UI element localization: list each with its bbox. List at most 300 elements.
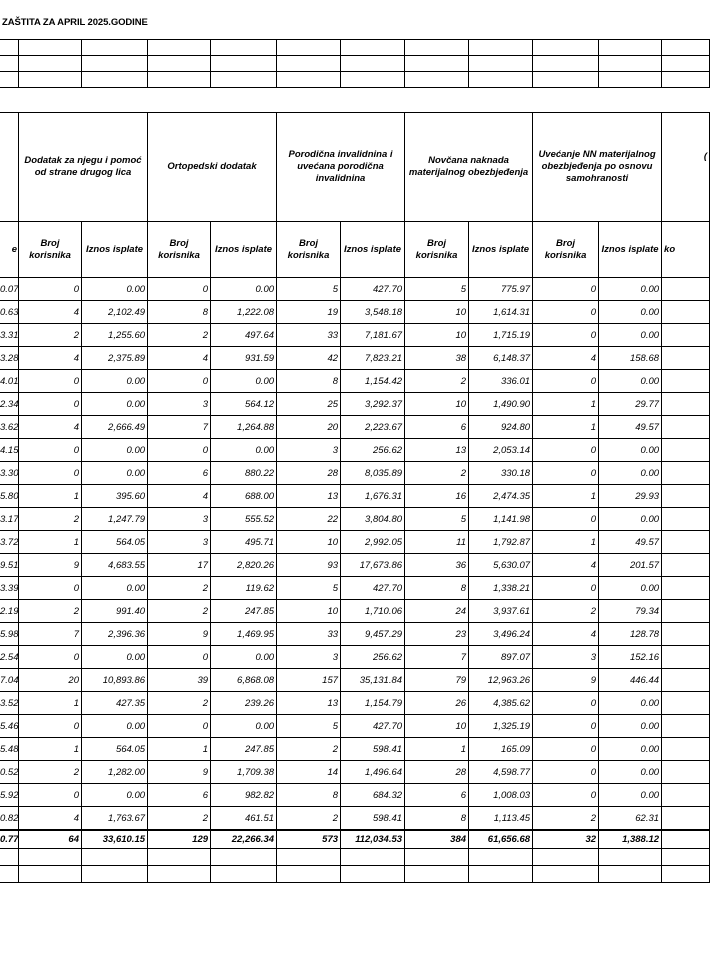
amount-cell: 0.00 [599,462,662,485]
amount-cell: 256.62 [341,646,405,669]
partial-value-cell: 0.82 [0,807,19,831]
partial-value-cell: 2.34 [0,393,19,416]
benefits-table [0,112,710,883]
blank-row [0,866,710,883]
count-cell: 0 [19,577,82,600]
count-cell: 6 [148,462,211,485]
amount-cell: 1,325.19 [469,715,533,738]
amount-cell: 7,823.21 [341,347,405,370]
amount-cell: 564.05 [82,738,148,761]
subheader-count: Broj korisnika [277,222,341,278]
amount-cell: 1,676.31 [341,485,405,508]
cut-off-cell [662,485,710,508]
blank-cell [19,866,82,883]
blank-cell [662,40,710,56]
amount-cell: 427.35 [82,692,148,715]
amount-cell: 991.40 [82,600,148,623]
blank-cell [405,40,469,56]
count-cell: 384 [405,830,469,849]
count-cell: 0 [19,462,82,485]
count-cell: 0 [19,278,82,301]
count-cell: 0 [533,508,599,531]
count-cell: 22 [277,508,341,531]
partial-value-cell: 3.62 [0,416,19,439]
count-cell: 6 [148,784,211,807]
blank-cell [211,56,277,72]
count-cell: 2 [19,761,82,784]
count-cell: 0 [533,439,599,462]
count-cell: 10 [405,715,469,738]
count-cell: 0 [533,761,599,784]
table-row [0,462,710,485]
count-cell: 8 [148,301,211,324]
count-cell: 4 [533,623,599,646]
amount-cell: 239.26 [211,692,277,715]
amount-cell: 0.00 [82,462,148,485]
table-row [0,324,710,347]
table-row [0,761,710,784]
amount-cell: 3,937.61 [469,600,533,623]
count-cell: 3 [148,393,211,416]
count-cell: 4 [19,807,82,831]
blank-grid-row [0,72,710,88]
blank-cell [19,40,82,56]
amount-cell: 0.00 [82,784,148,807]
amount-cell: 924.80 [469,416,533,439]
count-cell: 10 [277,531,341,554]
partial-value-cell: 2.54 [0,646,19,669]
cut-off-cell [662,623,710,646]
amount-cell: 4,598.77 [469,761,533,784]
blank-cell [0,866,19,883]
amount-cell: 0.00 [211,439,277,462]
amount-cell: 35,131.84 [341,669,405,692]
amount-cell: 0.00 [599,738,662,761]
table-row [0,600,710,623]
amount-cell: 0.00 [599,278,662,301]
cut-off-cell [662,830,710,849]
blank-cell [405,56,469,72]
count-cell: 2 [19,324,82,347]
amount-cell: 2,053.14 [469,439,533,462]
count-cell: 32 [533,830,599,849]
count-cell: 6 [405,784,469,807]
count-cell: 28 [405,761,469,784]
count-cell: 0 [19,715,82,738]
subheader-count: Broj korisnika [148,222,211,278]
blank-cell [662,849,710,866]
blank-cell [469,72,533,88]
amount-cell: 2,474.35 [469,485,533,508]
amount-cell: 9,457.29 [341,623,405,646]
amount-cell: 0.00 [211,278,277,301]
amount-cell: 0.00 [599,370,662,393]
blank-cell [0,56,19,72]
count-cell: 0 [533,738,599,761]
count-cell: 25 [277,393,341,416]
blank-grid-row [0,40,710,56]
count-cell: 8 [405,807,469,831]
amount-cell: 61,656.68 [469,830,533,849]
count-cell: 11 [405,531,469,554]
blank-cell [599,40,662,56]
count-cell: 8 [277,784,341,807]
amount-cell: 0.00 [82,278,148,301]
amount-cell: 3,496.24 [469,623,533,646]
amount-cell: 982.82 [211,784,277,807]
amount-cell: 1,264.88 [211,416,277,439]
cut-off-cell [662,715,710,738]
amount-cell: 201.57 [599,554,662,577]
amount-cell: 0.00 [599,715,662,738]
amount-cell: 165.09 [469,738,533,761]
amount-cell: 0.00 [82,646,148,669]
count-cell: 4 [19,347,82,370]
partial-left-subheader: e [0,222,19,278]
count-cell: 0 [148,370,211,393]
count-cell: 1 [533,531,599,554]
partial-left-header [0,113,19,222]
cut-off-cell [662,370,710,393]
amount-cell: 1,247.79 [82,508,148,531]
cut-off-cell [662,439,710,462]
blank-cell [599,866,662,883]
count-cell: 79 [405,669,469,692]
count-cell: 13 [277,485,341,508]
partial-value-cell: 0.52 [0,761,19,784]
count-cell: 23 [405,623,469,646]
partial-value-cell: 3.52 [0,692,19,715]
blank-cell [533,72,599,88]
cut-off-cell [662,784,710,807]
count-cell: 42 [277,347,341,370]
count-cell: 129 [148,830,211,849]
blank-cell [341,40,405,56]
amount-cell: 1,141.98 [469,508,533,531]
cut-off-cell [662,393,710,416]
blank-cell [211,866,277,883]
amount-cell: 0.00 [599,692,662,715]
blank-cell [599,72,662,88]
blank-cell [0,40,19,56]
count-cell: 2 [405,370,469,393]
amount-cell: 4,385.62 [469,692,533,715]
amount-cell: 1,154.79 [341,692,405,715]
count-cell: 7 [19,623,82,646]
count-cell: 3 [148,531,211,554]
partial-value-cell: 3.17 [0,508,19,531]
cut-off-cell [662,807,710,831]
partial-value-cell: 5.98 [0,623,19,646]
amount-cell: 1,338.21 [469,577,533,600]
table-row [0,807,710,831]
count-cell: 19 [277,301,341,324]
amount-cell: 564.12 [211,393,277,416]
count-cell: 0 [533,370,599,393]
amount-cell: 1,792.87 [469,531,533,554]
count-cell: 9 [533,669,599,692]
count-cell: 93 [277,554,341,577]
amount-cell: 8,035.89 [341,462,405,485]
amount-cell: 7,181.67 [341,324,405,347]
total-row [0,830,710,849]
table-row [0,439,710,462]
blank-cell [19,56,82,72]
amount-cell: 1,709.38 [211,761,277,784]
blank-cell [277,866,341,883]
amount-cell: 119.62 [211,577,277,600]
blank-cell [277,56,341,72]
partial-value-cell: 4.15 [0,439,19,462]
blank-cell [341,866,405,883]
count-cell: 3 [277,439,341,462]
amount-cell: 29.93 [599,485,662,508]
amount-cell: 1,008.03 [469,784,533,807]
count-cell: 1 [533,416,599,439]
count-cell: 33 [277,324,341,347]
count-cell: 8 [277,370,341,393]
amount-cell: 6,868.08 [211,669,277,692]
count-cell: 2 [19,508,82,531]
table-row [0,577,710,600]
blank-cell [599,849,662,866]
cut-off-cell [662,577,710,600]
blank-row [0,849,710,866]
count-cell: 1 [19,692,82,715]
amount-cell: 775.97 [469,278,533,301]
table-row [0,715,710,738]
amount-cell: 62.31 [599,807,662,831]
count-cell: 10 [277,600,341,623]
count-cell: 38 [405,347,469,370]
count-cell: 9 [148,623,211,646]
amount-cell: 880.22 [211,462,277,485]
amount-cell: 0.00 [599,508,662,531]
amount-cell: 128.78 [599,623,662,646]
table-row [0,301,710,324]
blank-cell [82,849,148,866]
table-row [0,485,710,508]
amount-cell: 2,375.89 [82,347,148,370]
amount-cell: 2,223.67 [341,416,405,439]
cut-off-cell [662,646,710,669]
count-cell: 573 [277,830,341,849]
blank-cell [533,849,599,866]
partial-value-cell: 3.28 [0,347,19,370]
amount-cell: 2,820.26 [211,554,277,577]
amount-cell: 0.00 [82,439,148,462]
table-row [0,692,710,715]
amount-cell: 0.00 [82,577,148,600]
amount-cell: 446.44 [599,669,662,692]
count-cell: 3 [277,646,341,669]
amount-cell: 1,710.06 [341,600,405,623]
count-cell: 4 [148,485,211,508]
amount-cell: 0.00 [211,715,277,738]
count-cell: 2 [148,807,211,831]
amount-cell: 2,992.05 [341,531,405,554]
count-cell: 8 [405,577,469,600]
amount-cell: 2,666.49 [82,416,148,439]
count-cell: 39 [148,669,211,692]
amount-cell: 22,266.34 [211,830,277,849]
count-cell: 2 [148,600,211,623]
amount-cell: 6,148.37 [469,347,533,370]
amount-cell: 1,763.67 [82,807,148,831]
amount-cell: 0.00 [82,370,148,393]
blank-cell [469,866,533,883]
amount-cell: 1,282.00 [82,761,148,784]
count-cell: 20 [19,669,82,692]
cut-off-cell [662,301,710,324]
amount-cell: 3,804.80 [341,508,405,531]
count-cell: 1 [19,485,82,508]
amount-cell: 427.70 [341,577,405,600]
amount-cell: 0.00 [82,715,148,738]
amount-cell: 564.05 [82,531,148,554]
cut-off-cell [662,669,710,692]
partial-value-cell: 2.19 [0,600,19,623]
amount-cell: 0.00 [82,393,148,416]
count-cell: 0 [533,784,599,807]
blank-cell [405,866,469,883]
amount-cell: 931.59 [211,347,277,370]
amount-cell: 10,893.86 [82,669,148,692]
blank-cell [211,40,277,56]
count-cell: 7 [405,646,469,669]
count-cell: 17 [148,554,211,577]
count-cell: 2 [148,577,211,600]
blank-cell [0,72,19,88]
partial-value-cell: 5.92 [0,784,19,807]
amount-cell: 152.16 [599,646,662,669]
count-cell: 4 [19,301,82,324]
blank-cell [469,40,533,56]
amount-cell: 2,102.49 [82,301,148,324]
table-row [0,669,710,692]
amount-cell: 0.00 [211,646,277,669]
count-cell: 33 [277,623,341,646]
amount-cell: 1,469.95 [211,623,277,646]
count-cell: 5 [277,278,341,301]
amount-cell: 17,673.86 [341,554,405,577]
partial-value-cell: 3.30 [0,462,19,485]
blank-cell [277,72,341,88]
blank-cell [148,849,211,866]
table-row [0,784,710,807]
sub-header-row [0,222,710,278]
count-cell: 0 [533,715,599,738]
amount-cell: 598.41 [341,807,405,831]
blank-cell [277,849,341,866]
count-cell: 5 [277,577,341,600]
amount-cell: 1,154.42 [341,370,405,393]
amount-cell: 12,963.26 [469,669,533,692]
blank-cell [341,56,405,72]
cut-off-cell [662,347,710,370]
amount-cell: 247.85 [211,600,277,623]
blank-cell [662,866,710,883]
partial-value-cell: 4.01 [0,370,19,393]
count-cell: 16 [405,485,469,508]
cut-off-cell [662,416,710,439]
blank-cell [82,56,148,72]
amount-cell: 0.00 [599,324,662,347]
count-cell: 0 [19,646,82,669]
blank-cell [405,72,469,88]
count-cell: 9 [148,761,211,784]
partial-value-cell: 3.39 [0,577,19,600]
amount-cell: 29.77 [599,393,662,416]
count-cell: 4 [148,347,211,370]
blank-cell [469,849,533,866]
blank-cell [405,849,469,866]
table-row [0,623,710,646]
count-cell: 1 [148,738,211,761]
amount-cell: 0.00 [599,784,662,807]
cut-off-cell [662,692,710,715]
blank-cell [211,849,277,866]
amount-cell: 256.62 [341,439,405,462]
count-cell: 5 [277,715,341,738]
table-row [0,646,710,669]
blank-cell [341,72,405,88]
count-cell: 0 [19,439,82,462]
amount-cell: 688.00 [211,485,277,508]
amount-cell: 461.51 [211,807,277,831]
partial-right-subheader: ko [662,222,710,278]
blank-cell [19,849,82,866]
count-cell: 4 [533,347,599,370]
amount-cell: 2,396.36 [82,623,148,646]
table-row [0,393,710,416]
amount-cell: 427.70 [341,715,405,738]
blank-cell [341,849,405,866]
amount-cell: 49.57 [599,416,662,439]
table-row [0,370,710,393]
table-row [0,738,710,761]
amount-cell: 158.68 [599,347,662,370]
cut-off-cell [662,508,710,531]
count-cell: 0 [533,301,599,324]
blank-cell [533,40,599,56]
amount-cell: 0.00 [599,439,662,462]
amount-cell: 336.01 [469,370,533,393]
count-cell: 0 [148,439,211,462]
cut-off-cell [662,600,710,623]
amount-cell: 3,548.18 [341,301,405,324]
blank-cell [533,56,599,72]
group-header-single-parent-increase: Uvećanje NN materijalnog obezbjeđenja po osnovu samohranosti [533,113,662,222]
count-cell: 0 [19,370,82,393]
cut-off-cell [662,462,710,485]
cut-off-cell [662,761,710,784]
amount-cell: 247.85 [211,738,277,761]
amount-cell: 1,388.12 [599,830,662,849]
amount-cell: 1,255.60 [82,324,148,347]
partial-value-cell: 9.51 [0,554,19,577]
count-cell: 0 [533,324,599,347]
group-header-care-allowance: Dodatak za njegu i pomoć od strane drugog lica [19,113,148,222]
partial-value-cell: 7.04 [0,669,19,692]
subheader-amount: Iznos isplate [82,222,148,278]
cut-off-cell [662,278,710,301]
blank-cell [82,40,148,56]
blank-cell [82,72,148,88]
count-cell: 4 [533,554,599,577]
amount-cell: 684.32 [341,784,405,807]
blank-cell [19,72,82,88]
